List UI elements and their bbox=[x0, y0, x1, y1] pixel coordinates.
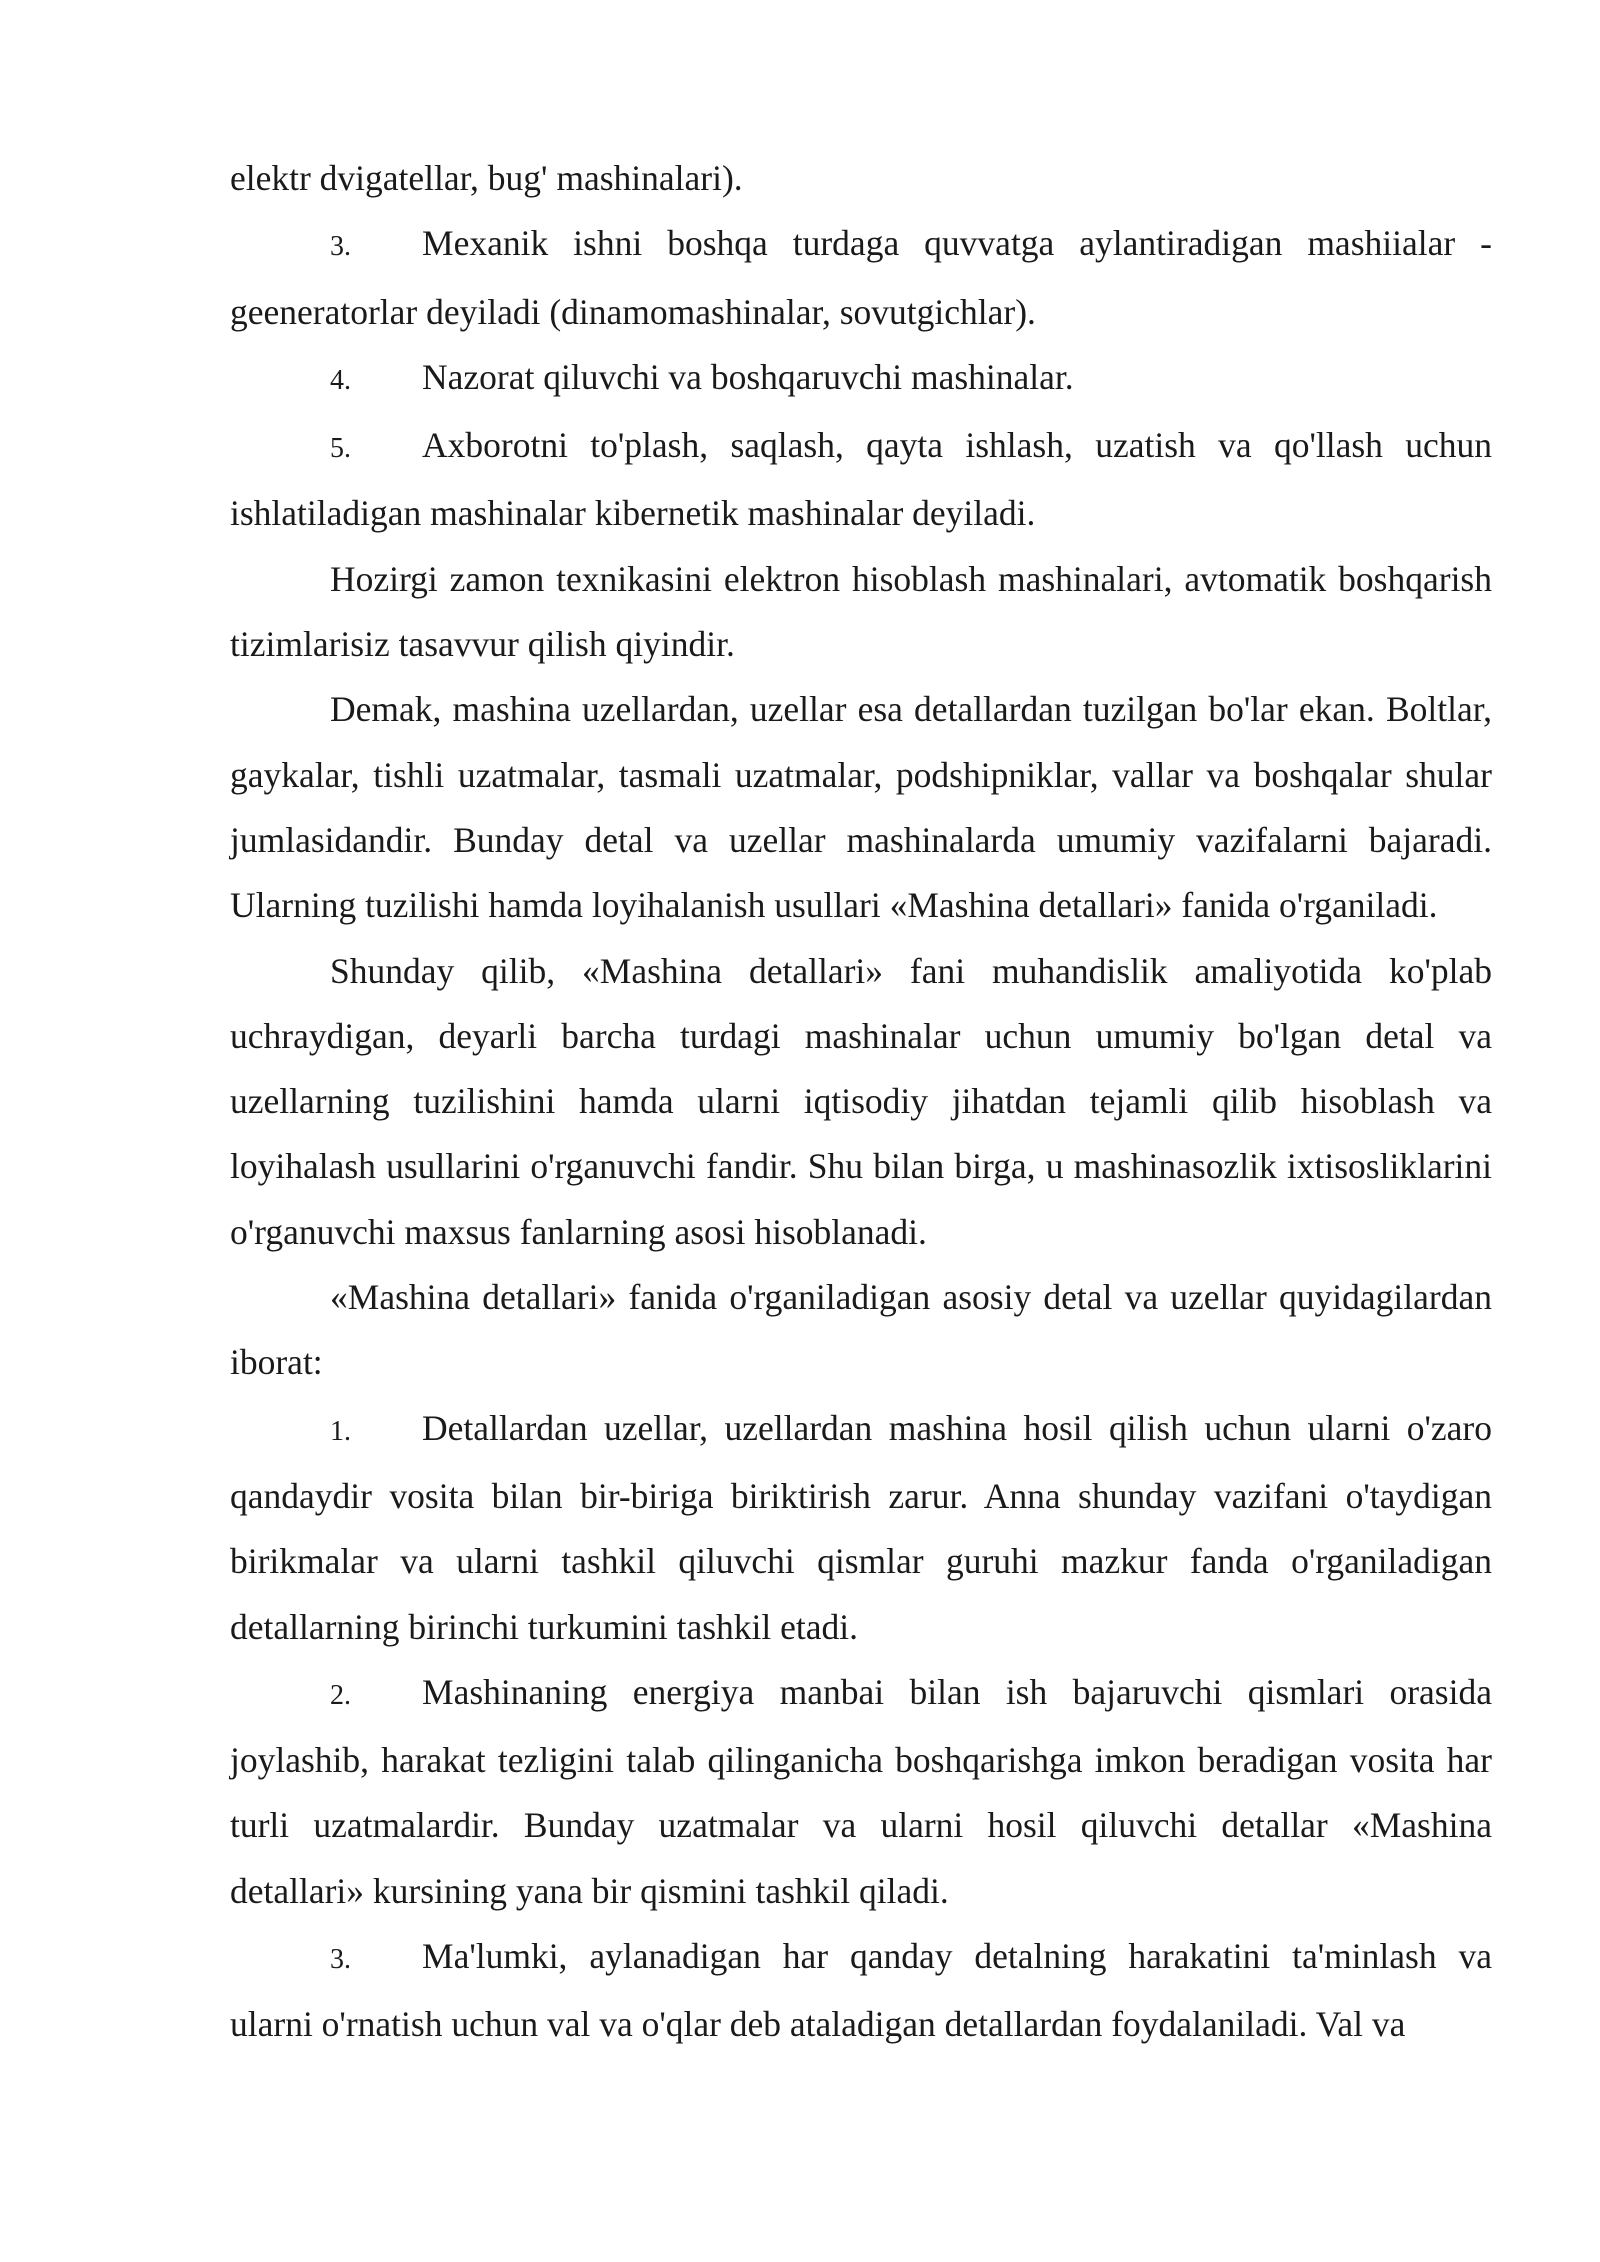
numbered-item bbox=[230, 211, 1492, 345]
numbered-item bbox=[230, 1396, 1492, 1660]
paragraph-text: Ma'lumki, aylanadigan har qanday detalning harakatini ta'minlash va ularni o'rnatish uchun val va o'qlar deb ataladigan detallardan foydalaniladi. Val va bbox=[230, 1936, 1492, 2045]
item-number: 3. bbox=[330, 231, 351, 263]
paragraph bbox=[230, 939, 1492, 1265]
paragraph-text: Demak, mashina uzellardan, uzellar esa detallardan tuzilgan bo'lar ekan. Boltlar, gaykalar, tishli uzatmalar, tasmali uzatmalar, podshipniklar, vallar va boshqalar shular jumlasidandir. Bunday detal va uzellar mashinalarda umumiy vazifalarni bajaradi. Ularning tuzilishi hamda loyihalanish usullari «Mashina detallari» fanida o'rganiladi. bbox=[230, 689, 1492, 926]
paragraph-text: Axborotni to'plash, saqlash, qayta ishlash, uzatish va qo'llash uchun ishlatiladigan mashinalar kibernetik mashinalar deyiladi. bbox=[230, 425, 1492, 534]
paragraph-text: Nazorat qiluvchi va boshqaruvchi mashinalar. bbox=[422, 356, 1074, 397]
numbered-item bbox=[230, 1660, 1492, 1924]
paragraph bbox=[230, 547, 1492, 678]
paragraph-text: Mashinaning energiya manbai bilan ish bajaruvchi qismlari orasida joylashib, harakat tezligini talab qilinganicha boshqarishga imkon beradigan vosita har turli uzatmalardir. Bunday uzatmalar va ularni hosil qiluvchi detallar «Mashina detallari» kursining yana bir qismini tashkil qiladi. bbox=[230, 1671, 1492, 1911]
paragraph-text: «Mashina detallari» fanida o'rganiladigan asosiy detal va uzellar quyidagilardan iborat: bbox=[230, 1277, 1492, 1383]
paragraph-text: Mexanik ishni boshqa turdaga quvvatga aylantiradigan mashiialar - geeneratorlar deyiladi (dinamomashinalar, sovutgichlar). bbox=[230, 223, 1492, 332]
item-number: 4. bbox=[330, 364, 351, 396]
paragraph-text: Hozirgi zamon texnikasini elektron hisoblash mashinalari, avtomatik boshqarish tizimlarisiz tasavvur qilish qiyindir. bbox=[230, 558, 1492, 665]
item-number: 2. bbox=[330, 1679, 351, 1711]
paragraph-text: Shunday qilib, «Mashina detallari» fani muhandislik amaliyotida ko'plab uchraydigan, deyarli barcha turdagi mashinalar uchun umumiy bo'lgan detal va uzellarning tuzilishini hamda ularni iqtisodiy jihatdan tejamli qilib hisoblash va loyihalash usullarini o'rganuvchi fandir. Shu bilan birga, u mashinasozlik ixtisosliklarini o'rganuvchi maxsus fanlarning asosi hisoblanadi. bbox=[230, 950, 1492, 1252]
item-number: 5. bbox=[330, 433, 351, 465]
numbered-item bbox=[230, 413, 1492, 547]
numbered-item bbox=[230, 345, 1492, 413]
paragraph bbox=[230, 677, 1492, 938]
paragraph-text: elektr dvigatellar, bug' mashinalari). bbox=[230, 158, 743, 198]
paragraph-text: Detallardan uzellar, uzellardan mashina hosil qilish uchun ularni o'zaro qandaydir vosita bilan bir-biriga biriktirish zarur. Anna shunday vazifani o'taydigan birikmalar va ularni tashkil qiluvchi qismlar guruhi mazkur fanda o'rganiladigan detallarning birinchi turkumini tashkil etadi. bbox=[230, 1407, 1492, 1647]
paragraph-continuation bbox=[230, 146, 1492, 211]
item-number: 1. bbox=[330, 1415, 351, 1447]
numbered-item bbox=[230, 1924, 1492, 2058]
document-body bbox=[230, 146, 1492, 2058]
paragraph bbox=[230, 1265, 1492, 1396]
item-number: 3. bbox=[330, 1944, 351, 1976]
